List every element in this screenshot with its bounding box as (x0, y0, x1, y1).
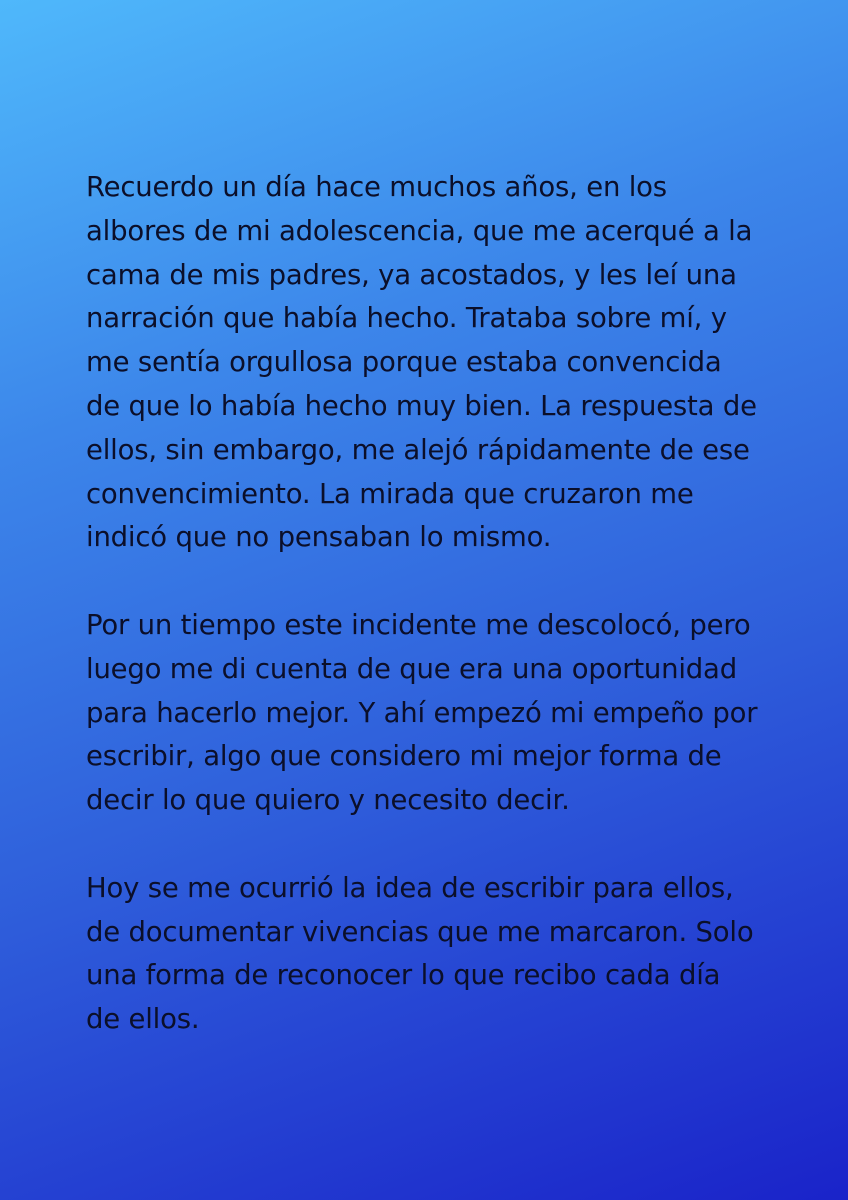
paragraph-3 (86, 867, 786, 1042)
text-line: cama de mis padres, ya acostados, y les leí una (86, 258, 737, 291)
text-line: Recuerdo un día hace muchos años, en los (86, 171, 667, 203)
paragraph-2 (86, 604, 786, 823)
text-line: de ellos. (86, 1003, 200, 1036)
text-line: decir lo que quiero y necesito decir. (86, 784, 570, 817)
text-line: ellos, sin embargo, me alejó rápidamente de ese (86, 433, 750, 466)
text-line: para hacerlo mejor. Y ahí empezó mi empeño por (86, 696, 758, 729)
body-text (86, 166, 786, 1086)
paragraph-1 (86, 166, 786, 560)
text-line: de documentar vivencias que me marcaron. Solo (86, 915, 754, 948)
text-line: me sentía orgullosa porque estaba convencida (86, 346, 722, 379)
text-line: Por un tiempo este incidente me descolocó, pero (86, 608, 751, 641)
text-line: narración que había hecho. Trataba sobre mí, y (86, 302, 727, 335)
text-line: convencimiento. La mirada que cruzaron me (86, 477, 694, 510)
text-line: una forma de reconocer lo que recibo cada día (86, 959, 721, 992)
text-line: Hoy se me ocurrió la idea de escribir para ellos, (86, 871, 734, 904)
text-line: albores de mi adolescencia, que me acerqué a la (86, 214, 753, 247)
text-line: de que lo había hecho muy bien. La respuesta de (86, 389, 757, 422)
text-line: indicó que no pensaban lo mismo. (86, 521, 552, 554)
text-line: luego me di cuenta de que era una oportunidad (86, 652, 737, 685)
text-line: escribir, algo que considero mi mejor forma de (86, 740, 722, 773)
